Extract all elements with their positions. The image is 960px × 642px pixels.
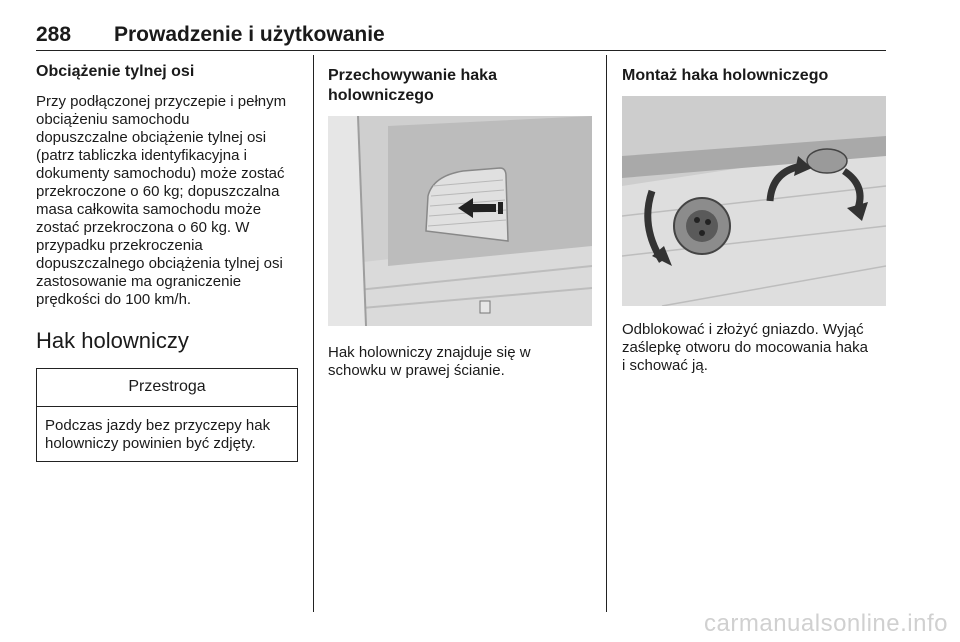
column-divider-left [313, 55, 314, 612]
text-line: schowku w prawej ścianie. [328, 362, 505, 379]
text-line: zostać przekroczona o 60 kg. W [36, 219, 250, 236]
text-line: Podczas jazdy bez przyczepy hak [45, 417, 271, 434]
column-divider-right [606, 55, 607, 612]
caution-box [36, 368, 298, 462]
text-line: masa całkowita samochodu może [36, 201, 262, 218]
chapter-title: Prowadzenie i użytkowanie [114, 23, 385, 46]
towbar-heading: Hak holowniczy [36, 328, 189, 353]
caution-text [37, 407, 297, 461]
column-2 [328, 66, 593, 380]
text-line: Odblokować i złożyć gniazdo. Wyjąć [622, 321, 864, 338]
text-line: i schować ją. [622, 357, 708, 374]
socket-illustration [622, 96, 886, 306]
text-line: zastosowanie ma ograniczenie [36, 273, 242, 290]
rear-axle-load-text [36, 93, 300, 309]
text-line: dokumenty samochodu) może zostać [36, 165, 285, 182]
text-line: dopuszczalnego obciążenia tylnej osi [36, 255, 283, 272]
text-line: (patrz tabliczka identyfikacyjna i [36, 147, 247, 164]
text-line: przekroczone o 60 kg; dopuszczalna [36, 183, 280, 200]
rear-axle-load-heading: Obciążenie tylnej osi [36, 63, 195, 80]
page-header [36, 22, 886, 51]
towbar-mounting-heading: Montaż haka holowniczego [622, 67, 829, 84]
page-number: 288 [36, 23, 72, 46]
text-line: dopuszczalne obciążenie tylnej osi [36, 129, 267, 146]
storage-compartment-illustration [328, 116, 592, 326]
text-line: zaślepkę otworu do mocowania haka [622, 339, 868, 356]
column-3 [622, 66, 886, 375]
heading-line: Przechowywanie haka [328, 67, 497, 84]
text-line: holowniczy powinien być zdjęty. [45, 435, 256, 452]
text-line: Przy podłączonej przyczepie i pełnym [36, 93, 287, 110]
storage-caption [328, 344, 593, 380]
towbar-storage-heading [328, 66, 593, 106]
column-1 [36, 62, 300, 462]
caution-title: Przestroga [37, 369, 297, 407]
heading-line: holowniczego [328, 87, 434, 104]
text-line: obciążeniu samochodu [36, 111, 190, 128]
text-line: prędkości do 100 km/h. [36, 291, 192, 308]
text-line: przypadku przekroczenia [36, 237, 203, 254]
watermark: carmanualsonline.info [704, 610, 948, 637]
mounting-caption [622, 321, 886, 375]
text-line: Hak holowniczy znajduje się w [328, 344, 531, 361]
